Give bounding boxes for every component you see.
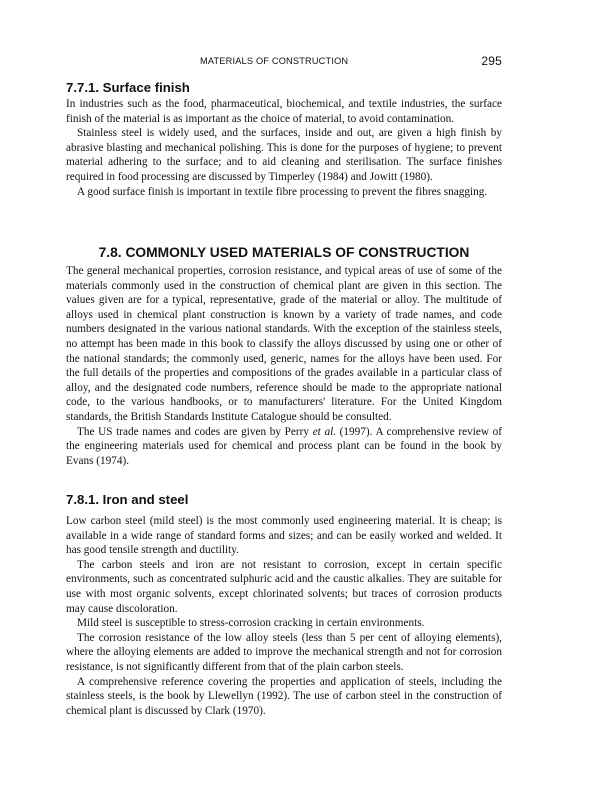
running-header (66, 55, 502, 69)
paragraph: The general mechanical properties, corrosion resistance, and typical areas of use of some of the materials commonly used in the construction of chemical plant are given in this section. The values given are for a typical, representative, grade of the material or alloy. The multitude of alloys used in chemical plant construction is known by a variety of trade names, and code numbers designated in the various national standards. With the exception of the stainless steels, no attempt has been made in this book to classify the alloys discussed by using one or other of the national standards; the commonly used, generic, names for the alloys have been used. For the full details of the properties and compositions of the grades available in a particular class of alloy, and the designated code numbers, reference should be made to the appropriate national code, to the various handbooks, or to manufacturers' literature. For the United Kingdom standards, the British Standards Institute Catalogue should be consulted. (66, 265, 502, 423)
paragraph: The corrosion resistance of the low alloy steels (less than 5 per cent of alloying elements), where the alloying elements are added to improve the mechanical strength and not for corrosion resistance, is not significantly different from that of the plain carbon steels. (66, 631, 502, 673)
paragraph: In industries such as the food, pharmaceutical, biochemical, and textile industries, the surface finish of the material is as important as the choice of material, to avoid contamination. (66, 98, 502, 125)
text-run: (1997). A comprehensive review of the engineering materials used for chemical and process plant can be found in the book by Evans (1974). (66, 425, 502, 467)
section-commonly-used-materials (66, 264, 502, 468)
paragraph: The carbon steels and iron are not resistant to corrosion, except in certain specific environments, such as concentrated sulphuric acid and the caustic alkalies. They are suitable for use with most organic solvents, except chlorinated solvents; but traces of corrosion products may cause discoloration. (66, 558, 502, 615)
paragraph: Low carbon steel (mild steel) is the most commonly used engineering material. It is cheap; is available in a wide range of standard forms and sizes; and can be easily worked and welded. It has good tensile strength and ductility. (66, 515, 502, 557)
paragraph: Mild steel is susceptible to stress-corrosion cracking in certain environments. (77, 617, 425, 630)
text-run: The US trade names and codes are given by Perry (77, 425, 313, 438)
section-surface-finish (66, 97, 502, 199)
paragraph (66, 425, 502, 469)
page-number: 295 (481, 54, 502, 68)
heading-iron-and-steel: 7.8.1. Iron and steel (66, 492, 189, 507)
paragraph: A comprehensive reference covering the properties and application of steels, including the stainless steels, is the book by Llewellyn (1992). The use of carbon steel in the construction of chemical plant is discussed by Clark (1970). (66, 675, 502, 717)
section-iron-and-steel (66, 514, 502, 718)
heading-surface-finish: 7.7.1. Surface finish (66, 80, 190, 95)
paragraph: Stainless steel is widely used, and the surfaces, inside and out, are given a high finish by abrasive blasting and mechanical polishing. This is done for the purposes of hygiene; to prevent material adhering to the surface; and to aid cleaning and sterilisation. The surface finishes required in food processing are discussed by Timperley (1984) and Jowitt (1980). (66, 127, 502, 183)
paragraph: A good surface finish is important in textile fibre processing to prevent the fibres snagging. (77, 185, 488, 198)
running-title: MATERIALS OF CONSTRUCTION (200, 56, 349, 66)
heading-commonly-used-materials: 7.8. COMMONLY USED MATERIALS OF CONSTRUCTION (98, 245, 470, 260)
et-al-italic: et al. (312, 425, 337, 438)
